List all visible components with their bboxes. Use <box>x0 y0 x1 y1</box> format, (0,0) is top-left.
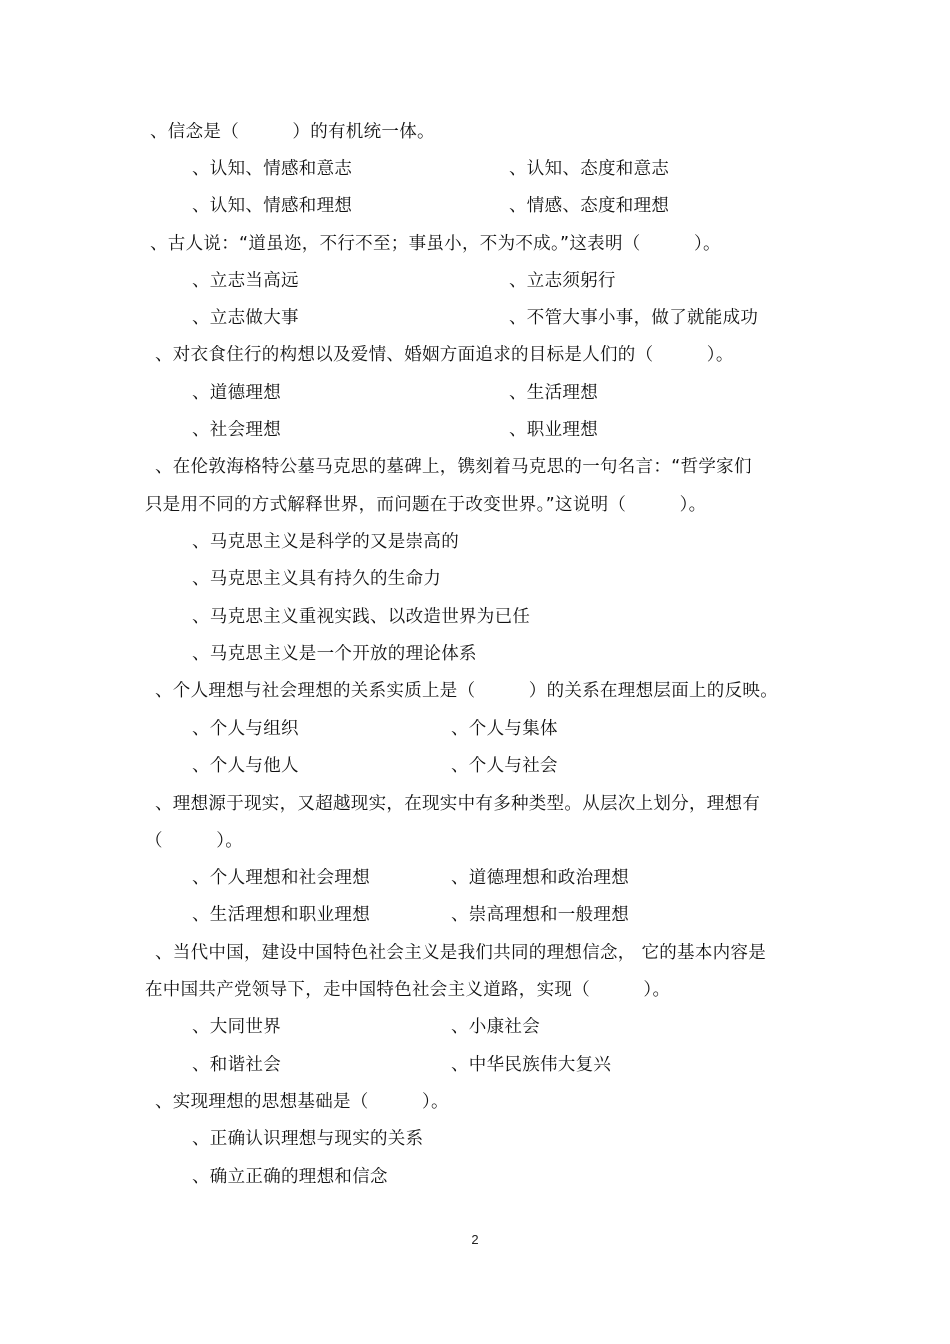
question-7-option-c: 、和谐社会 <box>192 1055 281 1075</box>
question-7-stem-line-2: 在中国共产党领导下，走中国特色社会主义道路，实现（ ）。 <box>145 980 671 1000</box>
question-2-option-c: 、立志做大事 <box>192 308 299 328</box>
question-2-option-b: 、立志须躬行 <box>509 271 616 291</box>
question-6-stem-line-2: （ ）。 <box>145 831 244 851</box>
question-8-option-b: 、确立正确的理想和信念 <box>192 1167 388 1187</box>
question-2-stem: 、古人说：“道虽迩，不行不至；事虽小，不为不成。”这表明（ ）。 <box>150 234 721 254</box>
question-7-option-b: 、小康社会 <box>451 1017 540 1037</box>
question-6-stem-line-1: 、理想源于现实，又超越现实，在现实中有多种类型。从层次上划分，理想有 <box>155 794 761 814</box>
question-4-option-b: 、马克思主义具有持久的生命力 <box>192 569 442 589</box>
question-7-option-d: 、中华民族伟大复兴 <box>451 1055 612 1075</box>
question-3-option-b: 、生活理想 <box>509 383 598 403</box>
question-5-stem: 、个人理想与社会理想的关系实质上是（ ）的关系在理想层面上的反映。 <box>155 681 778 701</box>
question-3-stem: 、对衣食住行的构想以及爱情、婚姻方面追求的目标是人们的（ ）。 <box>155 345 734 365</box>
question-3-option-a: 、道德理想 <box>192 383 281 403</box>
question-5-option-d: 、个人与社会 <box>451 756 558 776</box>
question-5-option-c: 、个人与他人 <box>192 756 299 776</box>
question-5-option-a: 、个人与组织 <box>192 719 299 739</box>
question-4-stem-line-2: 只是用不同的方式解释世界，而问题在于改变世界。”这说明（ ）。 <box>145 495 707 515</box>
question-6-option-d: 、崇高理想和一般理想 <box>451 905 629 925</box>
question-1-option-a: 、认知、情感和意志 <box>192 159 353 179</box>
question-4-option-c: 、马克思主义重视实践、以改造世界为已任 <box>192 607 531 627</box>
question-7-option-a: 、大同世界 <box>192 1017 281 1037</box>
question-4-stem-line-1: 、在伦敦海格特公墓马克思的墓碑上，镌刻着马克思的一句名言：“哲学家们 <box>155 457 752 477</box>
question-6-option-b: 、道德理想和政治理想 <box>451 868 629 888</box>
question-1-option-d: 、情感、态度和理想 <box>509 196 670 216</box>
question-8-stem: 、实现理想的思想基础是（ ）。 <box>155 1092 449 1112</box>
page-number: 2 <box>471 1232 479 1247</box>
question-5-option-b: 、个人与集体 <box>451 719 558 739</box>
question-7-stem-line-1: 、当代中国，建设中国特色社会主义是我们共同的理想信念， 它的基本内容是 <box>155 943 767 963</box>
question-8-option-a: 、正确认识理想与现实的关系 <box>192 1129 424 1149</box>
question-1-option-b: 、认知、态度和意志 <box>509 159 670 179</box>
question-3-option-d: 、职业理想 <box>509 420 598 440</box>
question-6-option-c: 、生活理想和职业理想 <box>192 905 370 925</box>
question-6-option-a: 、个人理想和社会理想 <box>192 868 370 888</box>
question-2-option-a: 、立志当高远 <box>192 271 299 291</box>
question-4-option-a: 、马克思主义是科学的又是崇高的 <box>192 532 459 552</box>
question-4-option-d: 、马克思主义是一个开放的理论体系 <box>192 644 477 664</box>
question-2-option-d: 、不管大事小事，做了就能成功 <box>509 308 759 328</box>
question-3-option-c: 、社会理想 <box>192 420 281 440</box>
question-1-stem: 、信念是（ ）的有机统一体。 <box>150 122 435 142</box>
question-1-option-c: 、认知、情感和理想 <box>192 196 353 216</box>
